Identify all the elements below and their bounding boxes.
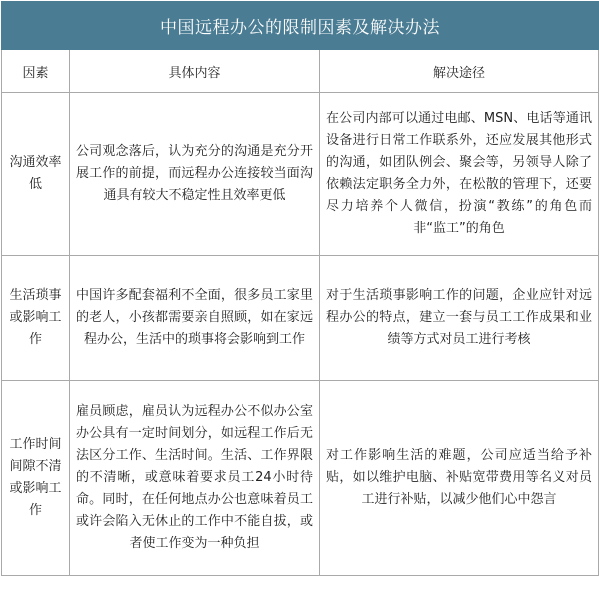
limitations-table-container: [1, 1, 598, 595]
header-factor: 因素: [2, 50, 70, 93]
factor-cell: 生活琐事或影响工作: [2, 256, 70, 381]
factor-cell: 沟通效率低: [2, 93, 70, 256]
factor-cell: 工作时间间隙不清或影响工作: [2, 381, 70, 576]
limitations-table: [1, 1, 599, 576]
solution-cell: 在公司内部可以通过电邮、MSN、电话等通讯设备进行日常工作联系外，还应发展其他形式的沟通，如团队例会、聚会等，另领导人除了依赖法定职务全力外，在松散的管理下，还要尽力培养个人微信，扮演“教练”的角色而非“监工”的角色: [320, 93, 599, 256]
content-cell: 中国许多配套福利不全面，很多员工家里的老人，小孩都需要亲自照顾，如在家远程办公，生活中的琐事将会影响到工作: [70, 256, 320, 381]
header-content: 具体内容: [70, 50, 320, 93]
content-cell: 雇员顾虑，雇员认为远程办公不似办公室办公具有一定时间划分，如远程工作后无法区分工作、生活时间。生活、工作界限的不清晰，或意味着要求员工24小时待命。同时，在任何地点办公也意味着员工或许会陷入无休止的工作中不能自拔，或者使工作变为一种负担: [70, 381, 320, 576]
solution-cell: 对工作影响生活的难题，公司应适当给予补贴，如以维护电脑、补贴宽带费用等名义对员工进行补贴，以减少他们心中怨言: [320, 381, 599, 576]
header-row: [2, 50, 599, 93]
table-row: [2, 93, 599, 256]
solution-cell: 对于生活琐事影响工作的问题，企业应针对远程办公的特点，建立一套与员工工作成果和业绩等方式对员工进行考核: [320, 256, 599, 381]
title-row: [2, 2, 599, 50]
table-row: [2, 256, 599, 381]
header-solution: 解决途径: [320, 50, 599, 93]
table-row: [2, 381, 599, 576]
table-title: 中国远程办公的限制因素及解决办法: [2, 2, 599, 50]
content-cell: 公司观念落后，认为充分的沟通是充分开展工作的前提，而远程办公连接较当面沟通具有较大不稳定性且效率更低: [70, 93, 320, 256]
